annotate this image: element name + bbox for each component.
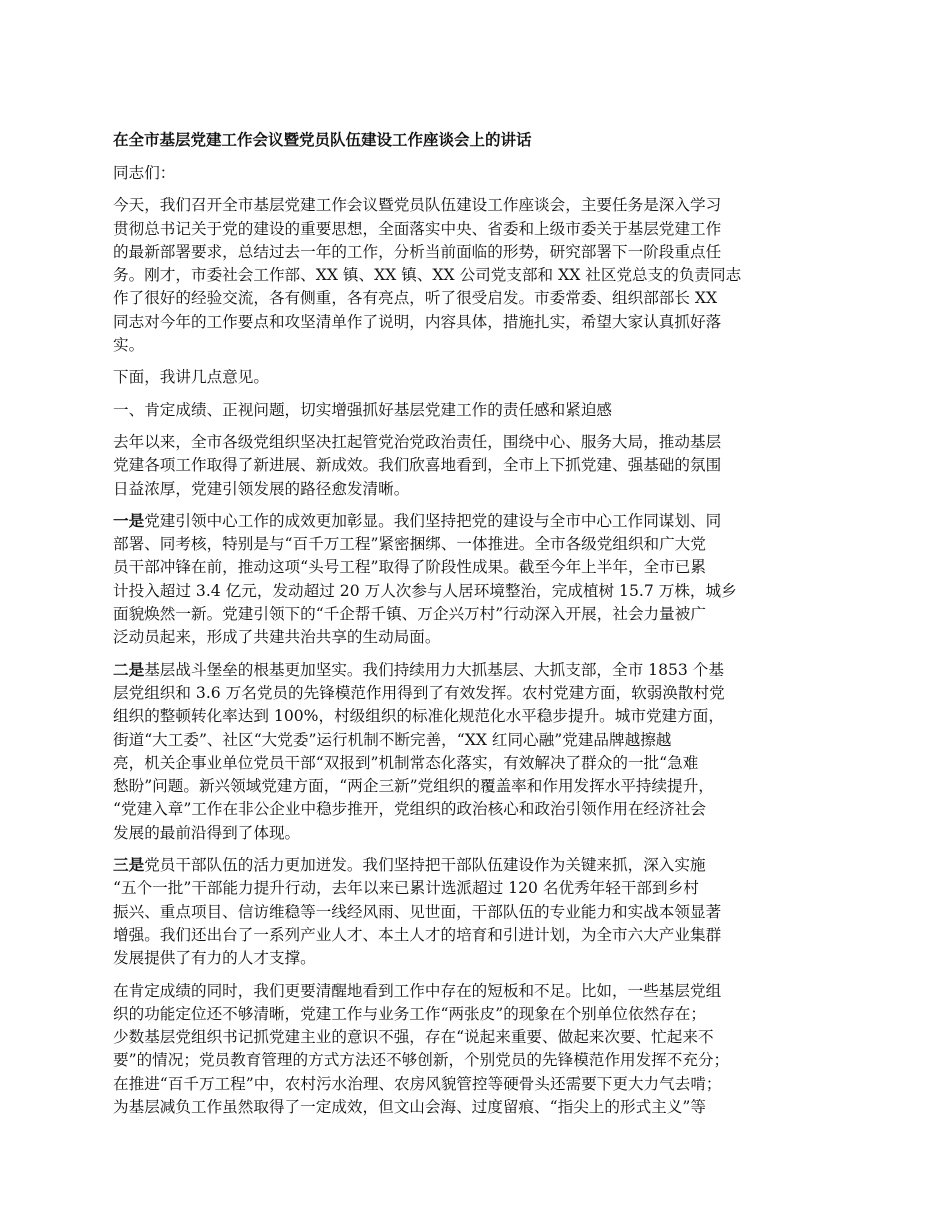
text-line: 去年以来，全市各级党组织坚决扛起管党治党政治责任，围绕中心、服务大局，推动基层 xyxy=(113,432,722,451)
text-line: 层党组织和 3.6 万名党员的先锋模范作用得到了有效发挥。农村党建方面，软弱涣散村党 xyxy=(113,683,725,702)
document-page xyxy=(113,128,853,1128)
text-line: “五个一批”干部能力提升行动，去年以来已累计选派超过 120 名优秀年轻干部到乡村 xyxy=(113,879,699,898)
text-line: 今天，我们召开全市基层党建工作会议暨党员队伍建设工作座谈会，主要任务是深入学习 xyxy=(113,196,722,215)
text-line: 在推进“百千万工程”中，农村污水治理、农房风貌管控等硬骨头还需要下更大力气去啃； xyxy=(113,1074,722,1093)
paragraph-point-3 xyxy=(113,854,853,970)
text-line: 实。 xyxy=(113,336,145,355)
text-line: 愁盼”问题。新兴领域党建方面，“两企三新”党组织的覆盖率和作用发挥水平持续提升， xyxy=(113,777,714,796)
text-line: 街道“大工委”、社区“大党委”运行机制不断完善，“XX 红同心融”党建品牌越擦越 xyxy=(113,730,672,749)
section-heading-1: 一、肯定成绩、正视问题，切实增强抓好基层党建工作的责任感和紧迫感 xyxy=(113,400,613,419)
text-line: 党员干部队伍的活力更加迸发。我们坚持把干部队伍建设作为关键来抓，深入实施 xyxy=(144,856,706,875)
text-line: 基层战斗堡垒的根基更加坚实。我们持续用力大抓基层、大抓支部，全市 1853 个基 xyxy=(144,660,724,679)
text-line: 少数基层党组织书记抓党建主业的意识不强，存在“说起来重要、做起来次要、忙起来不 xyxy=(113,1028,714,1047)
text-line: 要”的情况；党员教育管理的方式方法还不够创新，个别党员的先锋模范作用发挥不充分； xyxy=(113,1051,730,1070)
text-line: 振兴、重点项目、信访维稳等一线经风雨、见世面，干部队伍的专业能力和实战本领显著 xyxy=(113,902,722,921)
point-lead: 二是 xyxy=(113,660,145,679)
text-line: 部署、同考核，特别是与“百千万工程”紧密捆绑、一体推进。全市各级党组织和广大党 xyxy=(113,535,706,554)
paragraph-intro: 下面，我讲几点意见。 xyxy=(113,368,269,387)
text-line: 党建各项工作取得了新进展、新成效。我们欣喜地看到，全市上下抓党建、强基础的氛围 xyxy=(113,456,722,475)
point-lead: 三是 xyxy=(113,856,145,875)
text-line: “党建入章”工作在非公企业中稳步推开，党组织的政治核心和政治引领作用在经济社会 xyxy=(113,800,706,819)
paragraph-shortcomings xyxy=(113,980,853,1120)
text-line: 亮，机关企事业单位党员干部“双报到”机制常态化落实，有效解决了群众的一批“急难 xyxy=(113,753,699,772)
paragraph-point-1 xyxy=(113,510,853,650)
point-lead: 一是 xyxy=(113,511,145,530)
text-line: 发展的最前沿得到了体现。 xyxy=(113,823,301,842)
text-line: 务。刚才，市委社会工作部、XX 镇、XX 镇、XX 公司党支部和 XX 社区党总支的负责同志 xyxy=(113,266,742,285)
text-line: 增强。我们还出台了一系列产业人才、本土人才的培育和引进计划，为全市六大产业集群 xyxy=(113,925,722,944)
text-line: 党建引领中心工作的成效更加彰显。我们坚持把党的建设与全市中心工作同谋划、同 xyxy=(144,511,722,530)
text-line: 同志对今年的工作要点和攻坚清单作了说明，内容具体，措施扎实，希望大家认真抓好落 xyxy=(113,312,722,331)
text-line: 泛动员起来，形成了共建共治共享的生动局面。 xyxy=(113,628,441,647)
text-line: 日益浓厚，党建引领发展的路径愈发清晰。 xyxy=(113,479,410,498)
salutation: 同志们： xyxy=(113,164,176,182)
paragraph-summary xyxy=(113,431,853,501)
text-line: 发展提供了有力的人才支撑。 xyxy=(113,949,316,968)
paragraph-opening xyxy=(113,194,853,357)
text-line: 织的功能定位还不够清晰，党建工作与业务工作“两张皮”的现象在个别单位依然存在； xyxy=(113,1004,706,1023)
text-line: 的最新部署要求，总结过去一年的工作，分析当前面临的形势，研究部署下一阶段重点任 xyxy=(113,242,722,261)
text-line: 员干部冲锋在前，推动这项“头号工程”取得了阶段性成果。截至今年上半年，全市已累 xyxy=(113,558,706,577)
text-line: 作了很好的经验交流，各有侧重，各有亮点，听了很受启发。市委常委、组织部部长 XX xyxy=(113,289,718,308)
text-line: 计投入超过 3.4 亿元，发动超过 20 万人次参与人居环境整治，完成植树 15.7 万株，城乡 xyxy=(113,581,737,600)
text-line: 组织的整顿转化率达到 100%，村级组织的标准化规范化水平稳步提升。城市党建方面， xyxy=(113,707,724,726)
text-line: 为基层减负工作虽然取得了一定成效，但文山会海、过度留痕、“指尖上的形式主义”等 xyxy=(113,1097,706,1116)
document-title: 在全市基层党建工作会议暨党员队伍建设工作座谈会上的讲话 xyxy=(113,131,532,149)
text-line: 在肯定成绩的同时，我们更要清醒地看到工作中存在的短板和不足。比如，一些基层党组 xyxy=(113,981,722,1000)
paragraph-point-2 xyxy=(113,659,853,845)
text-line: 贯彻总书记关于党的建设的重要思想，全面落实中央、省委和上级市委关于基层党建工作 xyxy=(113,219,722,238)
text-line: 面貌焕然一新。党建引领下的“千企帮千镇、万企兴万村”行动深入开展，社会力量被广 xyxy=(113,605,706,624)
